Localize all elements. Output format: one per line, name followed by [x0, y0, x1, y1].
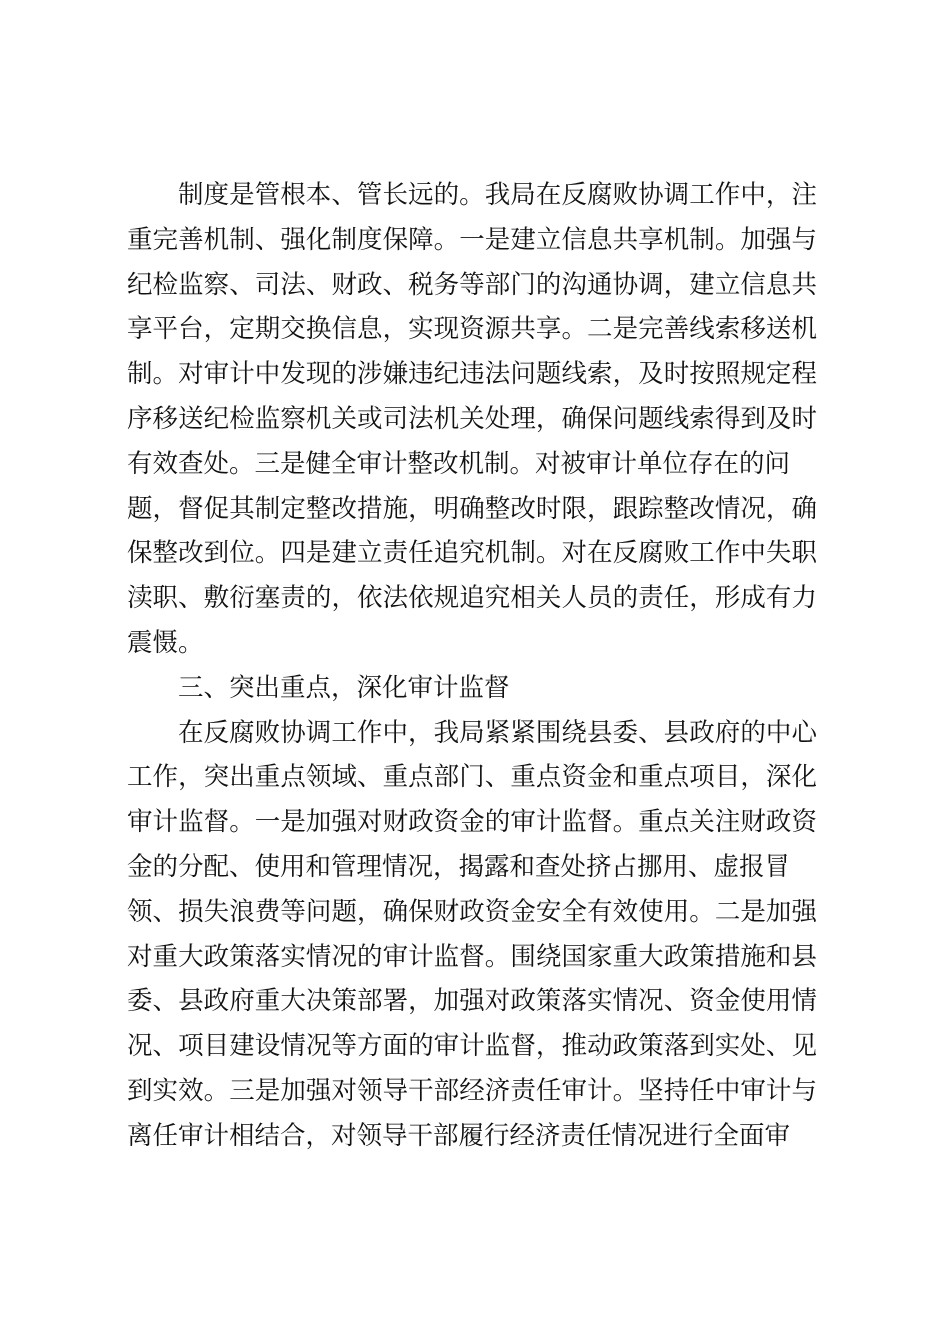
text-line: 制。对审计中发现的涉嫌违纪违法问题线索，及时按照规定程: [127, 359, 817, 390]
paragraph-institutional-mechanisms: [127, 173, 817, 666]
text-line: 制度是管根本、管长远的。我局在反腐败协调工作中，注: [178, 180, 817, 210]
text-line: 金的分配、使用和管理情况，揭露和查处挤占挪用、虚报冒: [127, 851, 791, 882]
text-line: 对重大政策落实情况的审计监督。围绕国家重大政策措施和县: [127, 941, 817, 972]
text-line: 纪检监察、司法、财政、税务等部门的沟通协调，建立信息共: [127, 269, 817, 300]
text-line: 有效查处。三是健全审计整改机制。对被审计单位存在的问: [127, 448, 791, 479]
text-line: 序移送纪检监察机关或司法机关处理，确保问题线索得到及时: [127, 403, 817, 434]
text-line: 审计监督。一是加强对财政资金的审计监督。重点关注财政资: [127, 807, 817, 838]
text-line: 到实效。三是加强对领导干部经济责任审计。坚持任中审计与: [127, 1075, 817, 1106]
text-line: 题，督促其制定整改措施，明确整改时限，跟踪整改情况，确: [127, 493, 817, 524]
text-line: 享平台，定期交换信息，实现资源共享。二是完善线索移送机: [127, 314, 817, 345]
document-page: [127, 173, 817, 1159]
text-line: 离任审计相结合，对领导干部履行经济责任情况进行全面审: [127, 1120, 791, 1151]
text-line: 工作，突出重点领域、重点部门、重点资金和重点项目，深化: [127, 762, 817, 793]
text-line: 震慑。: [127, 627, 204, 658]
text-line: 渎职、敷衍塞责的，依法依规追究相关人员的责任，形成有力: [127, 583, 817, 614]
text-line: 保整改到位。四是建立责任追究机制。对在反腐败工作中失职: [127, 538, 817, 569]
paragraph-audit-supervision: [127, 711, 817, 1159]
text-line: 况、项目建设情况等方面的审计监督，推动政策落到实处、见: [127, 1031, 817, 1062]
text-line: 委、县政府重大决策部署，加强对政策落实情况、资金使用情: [127, 986, 817, 1017]
text-line: 重完善机制、强化制度保障。一是建立信息共享机制。加强与: [127, 224, 817, 255]
text-line: 在反腐败协调工作中，我局紧紧围绕县委、县政府的中心: [178, 717, 817, 748]
section-heading: 三、突出重点，深化审计监督: [178, 672, 510, 703]
text-line: 领、损失浪费等问题，确保财政资金安全有效使用。二是加强: [127, 896, 817, 927]
